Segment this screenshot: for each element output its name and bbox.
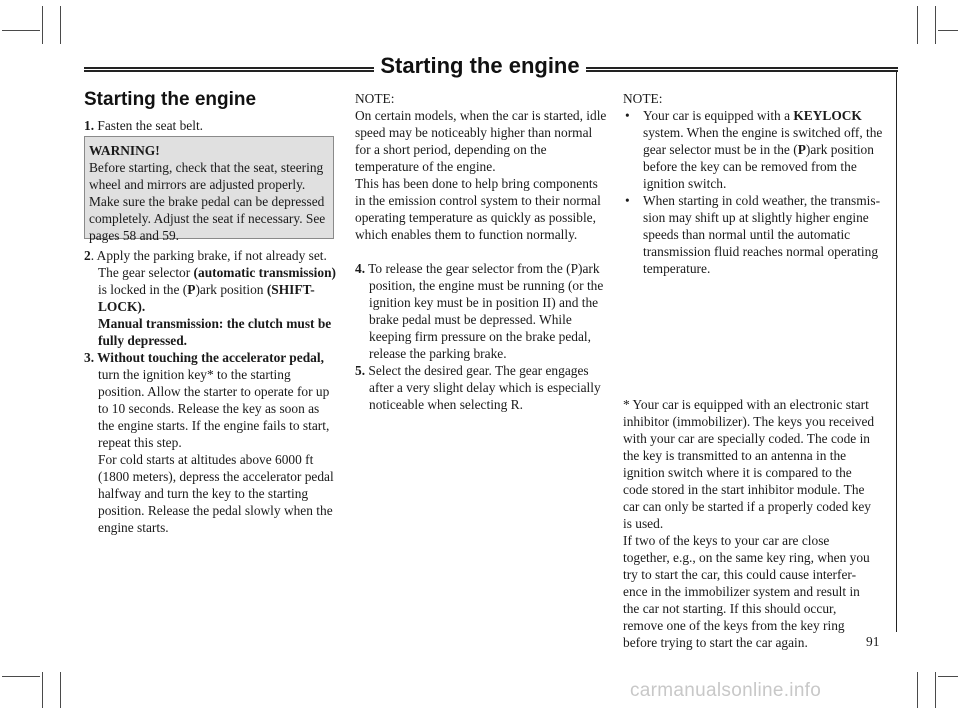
page-number: 91	[866, 634, 880, 649]
crop-mark	[917, 6, 918, 44]
crop-mark	[2, 30, 40, 31]
note-title: NOTE:	[355, 91, 395, 106]
crop-mark	[2, 676, 40, 677]
note-bullet-cold-weather: • When starting in cold weather, the transmis- sion may shift up at slightly higher engine speeds than normal until the automatic transmission fluid reaches normal operating temperature.	[625, 193, 881, 276]
right-margin-rule	[896, 70, 897, 632]
crop-mark	[938, 676, 958, 677]
warning-box: WARNING! Before starting, check that the seat, steering wheel and mirrors are adjusted properly. Make sure the brake pedal can be depressed completely. Adjust the seat if necessary. See pages 58 and 59.	[84, 136, 334, 239]
column-1	[84, 117, 344, 134]
note-title: NOTE:	[623, 91, 663, 106]
crop-mark	[938, 30, 958, 31]
bullet-icon: •	[625, 108, 630, 123]
warning-title: WARNING!	[89, 143, 160, 158]
column-3	[623, 90, 885, 277]
column-2: NOTE: On certain models, when the car is started, idle speed may be noticeably higher than normal for a short period, depending on the temperature of the engine. This has been done to help bring components in the emission control system to their normal operating temperature as quickly as possible, which enables them to function normally. 4. To release the gear selector from the (P)ark position, the engine must be running (or the ignition key must be in position II) and the brake pedal must be depressed. While keeping firm pressure on the brake pedal, release the parking brake. 5. Select the desired gear. The gear engages after a very slight delay which is especially noticeable when selecting R.	[355, 90, 617, 413]
note-bullet-keylock: • Your car is equipped with a KEYLOCK system. When the engine is switched off, the gear selector must be in the (P)ark position before the key can be removed from the ignition switch.	[625, 108, 883, 191]
step-1: 1. Fasten the seat belt.	[84, 118, 204, 133]
step-5: 5. Select the desired gear. The gear engages after a very slight delay which is especially noticeable when selecting R.	[355, 363, 601, 412]
watermark: carmanualsonline.info	[630, 680, 822, 701]
page-header-title: Starting the engine	[380, 53, 580, 78]
section-title: Starting the engine	[84, 89, 257, 110]
bullet-icon: •	[625, 193, 630, 208]
crop-mark	[60, 6, 61, 44]
step-4: 4. To release the gear selector from the (P)ark position, the engine must be running (or the ignition key must be in position II) and the brake pedal must be depressed. While keeping firm pressure on the brake pedal, release the parking brake.	[355, 261, 604, 361]
crop-mark	[935, 672, 936, 708]
step-2: 2. Apply the parking brake, if not already set. The gear selector (automatic transmission) is locked in the (P)ark position (SHIFT- LOCK). Manual transmission: the clutch must be fully depressed.	[84, 248, 336, 348]
column-1-steps	[84, 247, 346, 536]
step-3: 3. Without touching the accelerator pedal, turn the ignition key* to the starting position. Allow the starter to operate for up to 10 seconds. Release the key as soon as the engine starts. If the engine fails to start, repeat this step. For cold starts at altitudes above 6000 ft (1800 meters), depress the accelerator pedal halfway and turn the key to the starting position. Release the pedal slowly when the engine starts.	[84, 350, 334, 535]
step-number: 1.	[84, 118, 95, 133]
crop-mark	[917, 672, 918, 708]
crop-mark	[60, 672, 61, 708]
footnote-immobilizer: * Your car is equipped with an electronic start inhibitor (immobilizer). The keys you received with your car are specially coded. The code in the key is transmitted to an antenna in the ignition switch where it is compared to the code stored in the start inhibitor module. The car can only be started if a properly coded key is used. If two of the keys to your car are close together, e.g., on the same key ring, when you try to start the car, this could cause interfer- ence in the immobilizer system and result in the car not starting. If this should occur, remove one of the keys from the key ring before trying to start the car again.	[623, 397, 875, 650]
crop-mark	[935, 6, 936, 44]
crop-mark	[42, 6, 43, 44]
crop-mark	[42, 672, 43, 708]
